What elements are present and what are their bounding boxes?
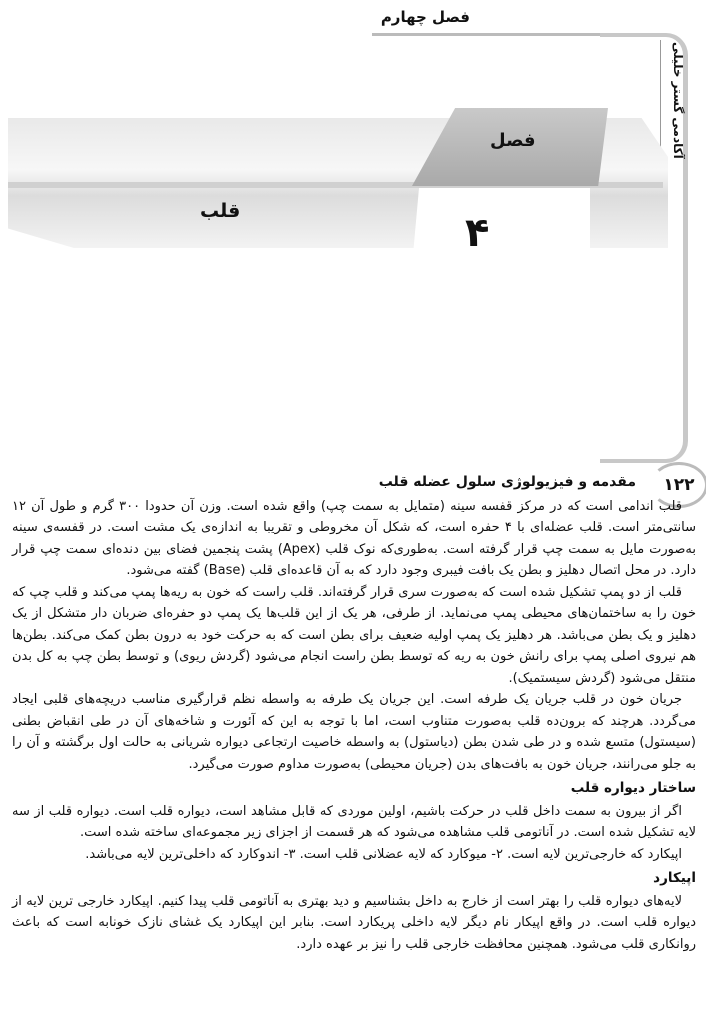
section-heading: مقدمه و فیزیولوژی سلول عضله قلب [378, 474, 636, 490]
paragraph: قلب اندامی است که در مرکز قفسه سینه (متمایل به سمت چپ) واقع شده است. وزن آن حدودا ۳۰۰ گرم و طول آن ۱۲ سانتی‌متر است. قلب عضله‌ای با ۴ حفره است، که شکل آن مخروطی و تقریبا به اندازه‌ی یک مشت است. در قفسه‌ی سینه به‌صورت مایل به سمت چپ قرار گرفته است. به‌طوری‌که نوک قلب (Apex) پشت پنجمین فضای بین دنده‌ای سمت چپ قرار دارد. در محل اتصال دهلیز و بطن یک بافت فیبری وجود دارد که به آن قاعده‌ای قلب (Base) گفته می‌شود. [12, 498, 696, 578]
chapter-number-box [410, 188, 590, 288]
paragraph: اگر از بیرون به سمت داخل قلب در حرکت باشیم، اولین موردی که قابل مشاهد است، دیواره قلب است. دیواره قلب از سه لایه تشکیل شده است. در آناتومی قلب مشاهده می‌شود که هر قسمت از اجزای زیر مجموعه‌ای ساخته شده است. [12, 803, 696, 840]
chapter-tab-label: فصل [490, 130, 536, 151]
chapter-number: ۴ [465, 210, 490, 256]
paragraph: لایه‌های دیواره قلب را بهتر است از خارج به داخل بشناسیم و دید بهتری به آناتومی قلب پیدا کنیم. اپیکارد خارجی ترین لایه از دیواره قلب است. در واقع اپیکار نام دیگر لایه داخلی پریکارد است. بنابر این اپیکارد یک غشای نازک خونابه است که باعث روانکاری قلب می‌شود. همچنین محافظت خارجی قلب را نیز بر عهده دارد. [12, 893, 696, 952]
page-number: ۱۲۲ [650, 462, 706, 508]
chapter-header: فصل چهارم [380, 8, 470, 26]
paragraph: قلب از دو پمپ تشکیل شده است که به‌صورت سری قرار گرفته‌اند. قلب راست که خون به ریه‌ها پمپ می‌کند و قلب چپ که خون را به ساختمان‌های محیطی پمپ می‌نماید. از طرفی، هر یک از این قلب‌ها یک پمپ دو حفره‌ای ضربان دار متشکل از یک دهلیز و یک بطن می‌باشد. هر دهلیز یک پمپ اولیه ضعیف برای بطن است که به حرکت خود به درون بطن کمک می‌کند. بطن‌ها هم نیروی اصلی پمپ برای رانش خون به ریه که توسط بطن راست انجام می‌شود (گردش ریوی) و توسط بطن چپ به کل بدن منتقل می‌شود (گردش سیستمیک). [12, 584, 696, 686]
page-content [12, 472, 696, 955]
side-publisher-text: آکادمی گستر خلیلی [660, 40, 685, 160]
paragraph: جریان خون در قلب جریان یک طرفه است. این جریان یک طرفه به واسطه نظم قرارگیری مناسب دریچه‌های قلبی ایجاد می‌گردد. هرچند که برون‌ده قلب به‌صورت متناوب است، اما با توجه به این که آئورت و شاخه‌های آن در طی انقباض بطنی (سیستول) متسع شده و در طی شدن بطن (دیاستول) به واسطه خاصیت ارتجاعی دیواره شریانی به حالت اول برگشته و آن را به جلو می‌رانند، جریان خون به بافت‌های بدن (جریان محیطی) به‌صورت مداوم صورت می‌گیرد. [12, 692, 696, 772]
paragraph: اپیکارد که خارجی‌ترین لایه است. ۲- میوکارد که لایه عضلانی قلب است. ۳- اندوکارد که داخلی‌ترین لایه می‌باشد. [85, 846, 682, 862]
section-heading: اپیکارد [653, 870, 696, 886]
section-heading: ساختار دیواره قلب [570, 780, 696, 796]
chapter-name: قلب [200, 200, 241, 222]
